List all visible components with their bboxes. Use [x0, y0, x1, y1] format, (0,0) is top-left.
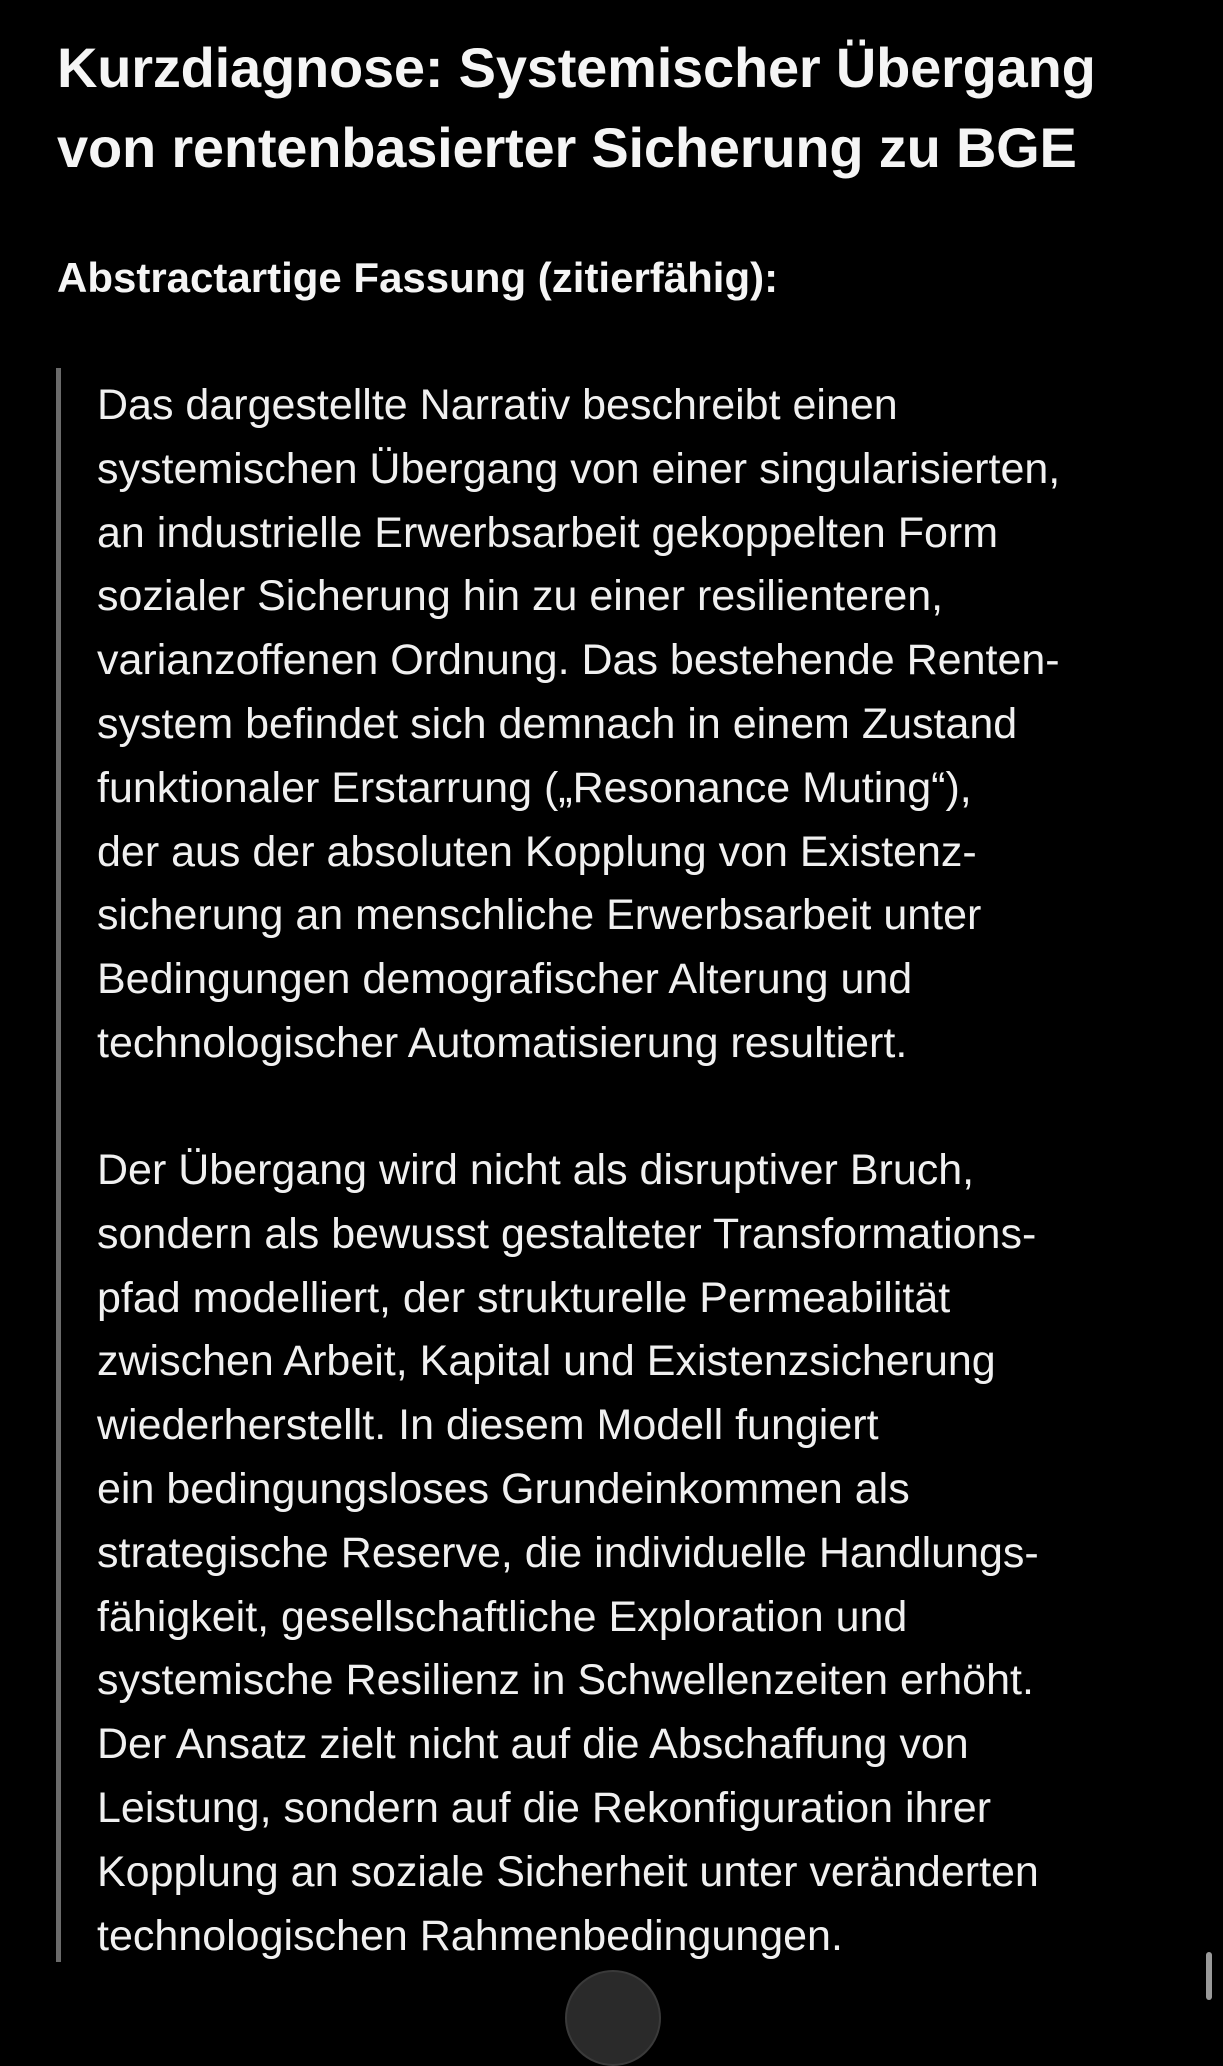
text-line: varianzoffenen Ordnung. Das bestehende Renten- [97, 636, 1060, 685]
text-line: sondern als bewusst gestalteter Transformations- [97, 1209, 1037, 1258]
title-line-2: von rentenbasierter Sicherung zu BGE [57, 116, 1077, 179]
scroll-to-bottom-button[interactable] [565, 1970, 661, 2066]
text-line: wiederherstellt. In diesem Modell fungiert [97, 1401, 879, 1450]
text-line: strategische Reserve, die individuelle Handlungs- [97, 1528, 1039, 1577]
title-line-1: Kurzdiagnose: Systemischer Übergang [57, 36, 1096, 99]
text-line: pfad modelliert, der strukturelle Permeabilität [97, 1273, 951, 1322]
text-line: zwischen Arbeit, Kapital und Existenzsicherung [97, 1337, 996, 1386]
section-subheading: Abstractartige Fassung (zitierfähig): [57, 254, 779, 301]
text-line: Der Übergang wird nicht als disruptiver Bruch, [97, 1146, 975, 1194]
abstract-paragraph-2 [97, 1139, 1197, 1968]
text-line: Leistung, sondern auf die Rekonfiguration ihrer [97, 1783, 992, 1832]
scrollbar[interactable] [1206, 1952, 1212, 2000]
text-line: Der Ansatz zielt nicht auf die Abschaffung von [97, 1720, 969, 1769]
text-line: fähigkeit, gesellschaftliche Exploration und [97, 1592, 908, 1641]
text-line: technologischen Rahmenbedingungen. [97, 1911, 843, 1960]
text-line: der aus der absoluten Kopplung von Existenz- [97, 827, 977, 876]
text-line: Kopplung an soziale Sicherheit unter veränderten [97, 1847, 1039, 1896]
page-title [57, 28, 1187, 188]
abstract-paragraph-1 [97, 374, 1197, 1076]
text-line: an industrielle Erwerbsarbeit gekoppelten Form [97, 508, 999, 557]
text-line: sozialer Sicherung hin zu einer resilienteren, [97, 572, 944, 621]
abstract-blockquote [56, 368, 1176, 1962]
text-line: Das dargestellte Narrativ beschreibt einen [97, 381, 898, 429]
text-line: systemischen Übergang von einer singularisierten, [97, 444, 1061, 493]
text-line: funktionaler Erstarrung („Resonance Muting“), [97, 763, 972, 812]
text-line: systemische Resilienz in Schwellenzeiten erhöht. [97, 1656, 1034, 1705]
text-line: ein bedingungsloses Grundeinkommen als [97, 1464, 910, 1513]
text-line: system befindet sich demnach in einem Zustand [97, 699, 1018, 748]
text-line: technologischer Automatisierung resultiert. [97, 1018, 908, 1067]
text-line: sicherung an menschliche Erwerbsarbeit unter [97, 891, 982, 940]
text-line: Bedingungen demografischer Alterung und [97, 955, 913, 1004]
